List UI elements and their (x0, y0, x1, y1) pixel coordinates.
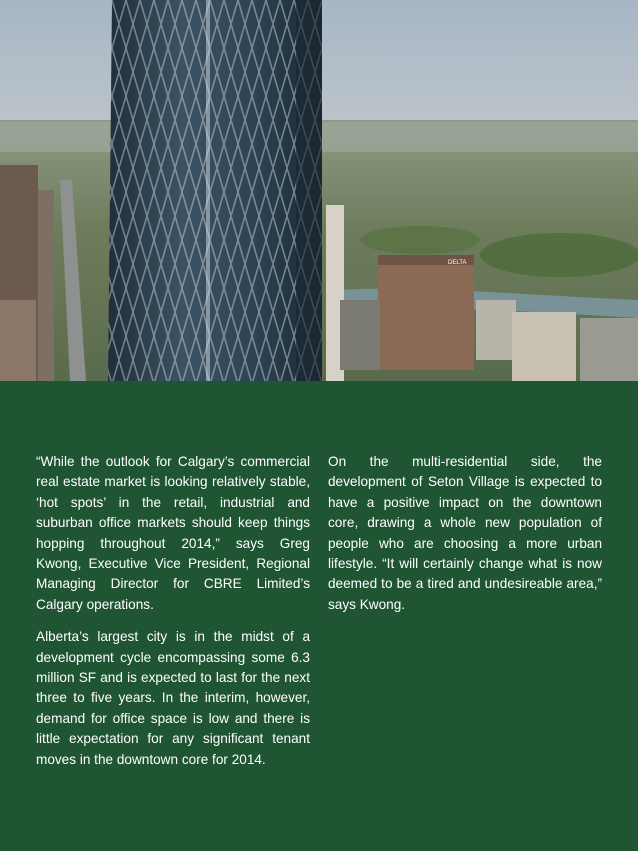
left-column (36, 452, 310, 782)
left-paragraph-2: Alberta’s largest city is in the midst of a development cycle encompassing some 6.3 million SF and is expected to last for the next three to five years. In the interim, however, demand for office space is low and there is little expectation for any significant tenant moves in the downtown core for 2014. (36, 629, 310, 767)
delta-sign: DELTA (448, 260, 467, 266)
right-paragraph-1: On the multi-residential side, the development of Seton Village is expected to have a positive impact on the downtown core, drawing a whole new population of people who are choosing a more urban lifestyle. “It will certainly change what is now deemed to be a tired and undesireable area,” says Kwong. (328, 454, 602, 612)
city-skyline-photo (0, 0, 638, 381)
left-paragraph-1: “While the outlook for Calgary’s commercial real estate market is looking relatively stable, ‘hot spots’ in the retail, industrial and suburban office markets should keep things hopping throughout 2014,” says Greg Kwong, Executive Vice President, Regional Managing Director for CBRE Limited’s Calgary operations. (36, 454, 310, 612)
right-column (328, 452, 602, 627)
